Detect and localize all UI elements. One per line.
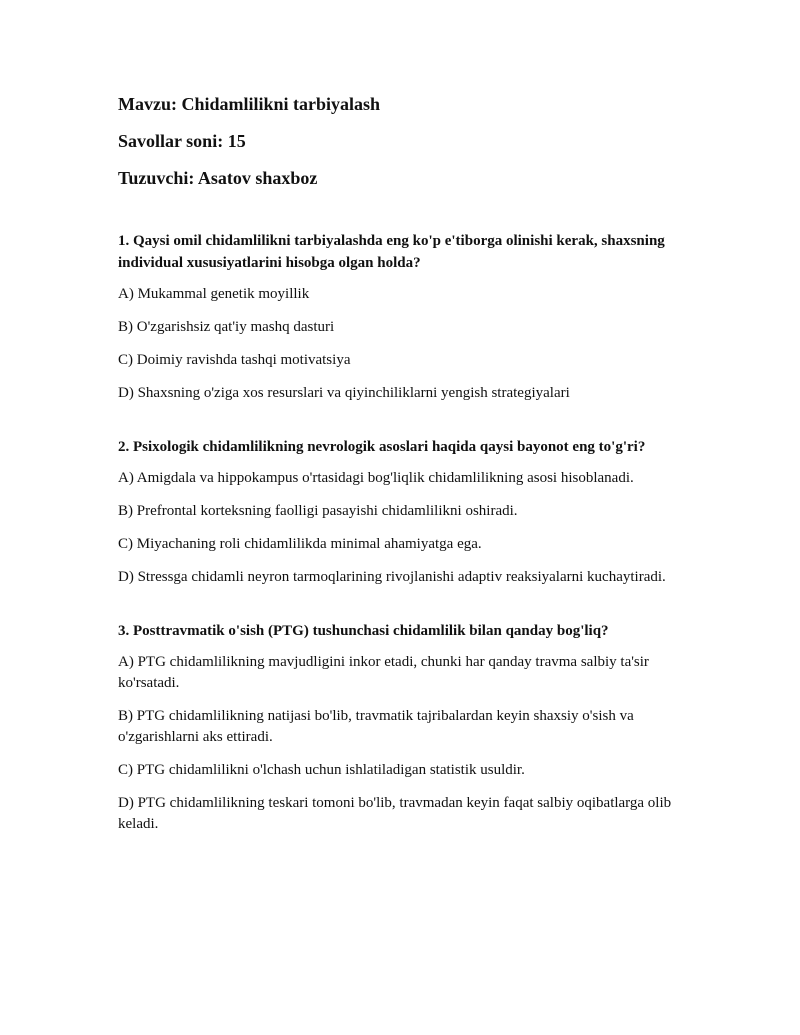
option-b: B) Prefrontal korteksning faolligi pasayishi chidamlilikni oshiradi. xyxy=(118,503,518,519)
question-3 xyxy=(118,620,688,835)
question-2 xyxy=(118,436,688,588)
option-b: B) PTG chidamlilikning natijasi bo'lib, travmatik tajribalardan keyin shaxsiy o'sish va o'zgarishlarni aks ettiradi. xyxy=(118,708,634,745)
option-a: A) Mukammal genetik moyillik xyxy=(118,286,310,302)
author-line: Tuzuvchi: Asatov shaxboz xyxy=(118,168,318,188)
option-a: A) PTG chidamlilikning mavjudligini inkor etadi, chunki har qanday travma salbiy ta'sir ko'rsatadi. xyxy=(118,654,649,691)
option-d: D) Stressga chidamli neyron tarmoqlarining rivojlanishi adaptiv reaksiyalarni kuchaytiradi. xyxy=(118,569,666,585)
option-c: C) PTG chidamlilikni o'lchash uchun ishlatiladigan statistik usuldir. xyxy=(118,762,525,778)
option-a: A) Amigdala va hippokampus o'rtasidagi bog'liqlik chidamlilikning asosi hisoblanadi. xyxy=(118,470,634,486)
option-c: C) Miyachaning roli chidamlilikda minimal ahamiyatga ega. xyxy=(118,536,482,552)
option-d: D) PTG chidamlilikning teskari tomoni bo'lib, travmadan keyin faqat salbiy oqibatlarga olib keladi. xyxy=(118,795,672,832)
option-c: C) Doimiy ravishda tashqi motivatsiya xyxy=(118,352,351,368)
question-text: 1. Qaysi omil chidamlilikni tarbiyalashda eng ko'p e'tiborga olinishi kerak, shaxsning individual xususiyatlarini hisobga olgan holda? xyxy=(118,233,665,271)
question-text: 3. Posttravmatik o'sish (PTG) tushunchasi chidamlilik bilan qanday bog'liq? xyxy=(118,623,609,639)
question-text: 2. Psixologik chidamlilikning nevrologik asoslari haqida qaysi bayonot eng to'g'ri? xyxy=(118,439,646,455)
document-page xyxy=(118,92,688,835)
question-1 xyxy=(118,230,688,404)
question-count: Savollar soni: 15 xyxy=(118,131,246,151)
topic-title: Mavzu: Chidamlilikni tarbiyalash xyxy=(118,94,381,114)
option-d: D) Shaxsning o'ziga xos resurslari va qiyinchiliklarni yengish strategiyalari xyxy=(118,385,570,401)
option-b: B) O'zgarishsiz qat'iy mashq dasturi xyxy=(118,319,335,335)
